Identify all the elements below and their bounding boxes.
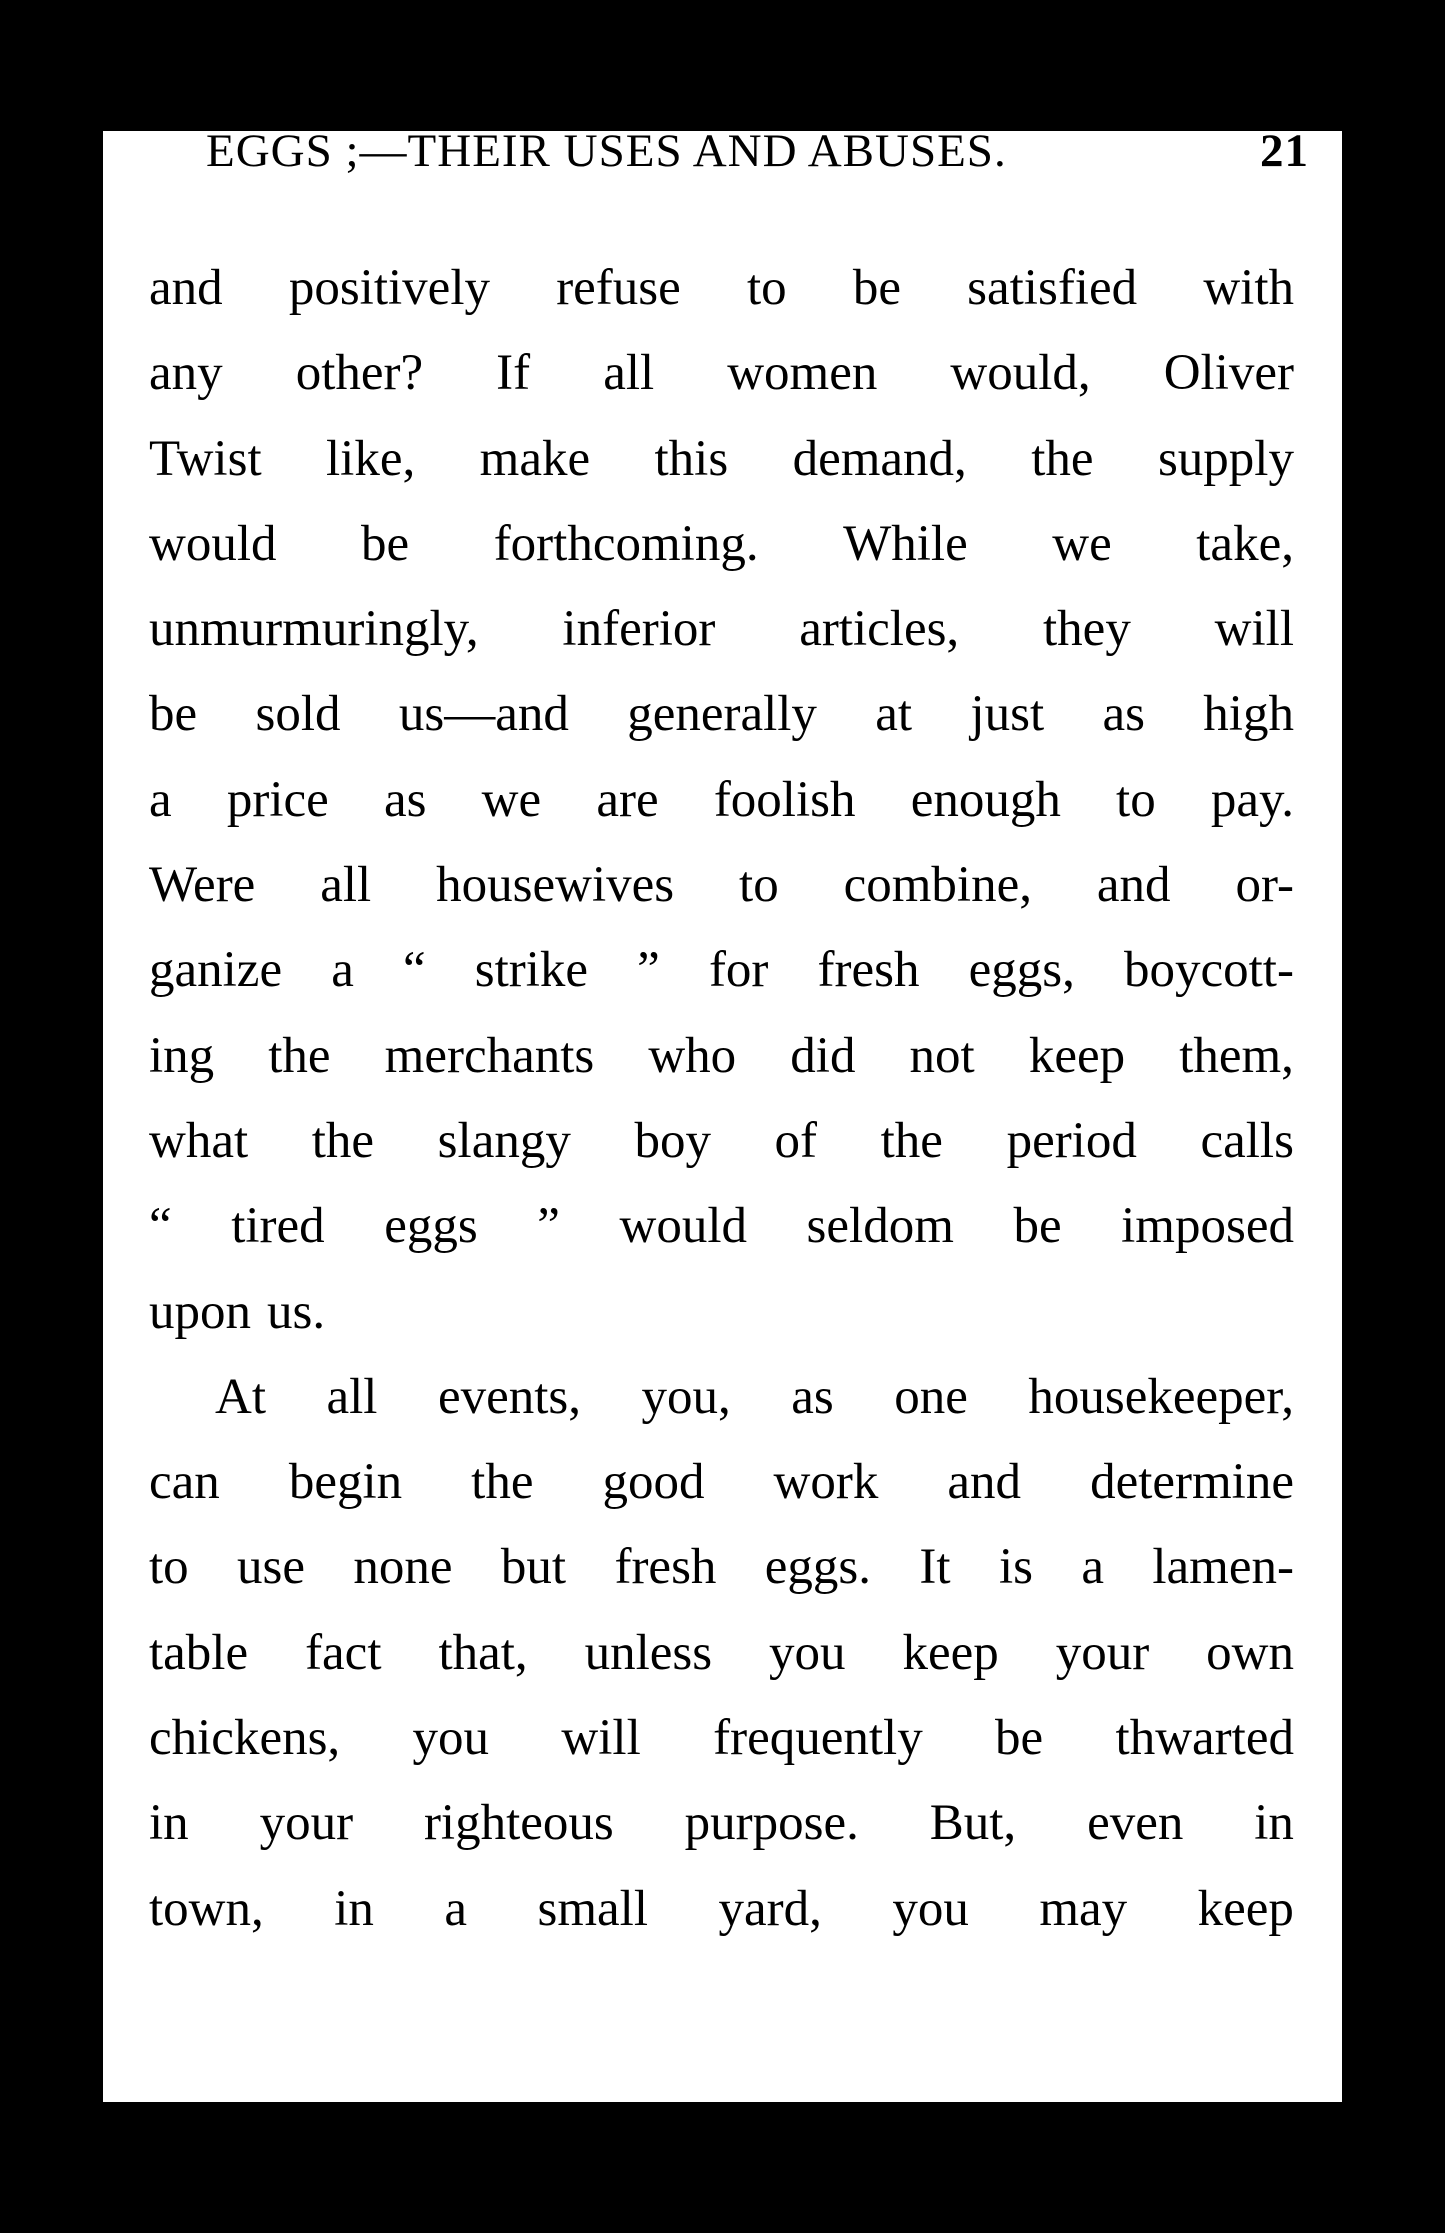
text-line: any other? If all women would, Oliver bbox=[149, 345, 1294, 402]
text-line: in your righteous purpose. But, even in bbox=[149, 1795, 1294, 1852]
text-line: ing the merchants who did not keep them, bbox=[149, 1027, 1294, 1084]
running-head-title: EGGS ;—THEIR USES AND ABUSES. bbox=[206, 125, 1007, 177]
text-line: At all events, you, as one housekeeper, bbox=[215, 1368, 1294, 1425]
paragraph-2 bbox=[149, 1355, 1294, 1952]
text-line: what the slangy boy of the period calls bbox=[149, 1112, 1294, 1169]
text-line: ganize a “ strike ” for fresh eggs, boycott- bbox=[149, 942, 1294, 999]
text-line: town, in a small yard, you may keep bbox=[149, 1880, 1294, 1937]
running-head bbox=[206, 125, 1309, 177]
text-line: chickens, you will frequently be thwarted bbox=[149, 1710, 1294, 1767]
text-line: can begin the good work and determine bbox=[149, 1454, 1294, 1511]
text-line: and positively refuse to be satisfied with bbox=[149, 260, 1294, 316]
text-line: “ tired eggs ” would seldom be imposed bbox=[149, 1198, 1294, 1255]
text-line: to use none but fresh eggs. It is a lamen- bbox=[149, 1539, 1294, 1596]
text-line: Twist like, make this demand, the supply bbox=[149, 430, 1294, 487]
text-line: would be forthcoming. While we take, bbox=[149, 515, 1294, 572]
text-line: unmurmuringly, inferior articles, they will bbox=[149, 601, 1294, 658]
page-number: 21 bbox=[1260, 125, 1309, 177]
text-line: a price as we are foolish enough to pay. bbox=[149, 771, 1294, 828]
body-text bbox=[149, 246, 1294, 1952]
text-line: upon us. bbox=[149, 1283, 326, 1340]
book-page bbox=[103, 125, 1342, 2102]
text-line: table fact that, unless you keep your own bbox=[149, 1624, 1294, 1681]
paragraph-1 bbox=[149, 246, 1294, 1355]
text-line: be sold us—and generally at just as high bbox=[149, 686, 1294, 743]
text-line: Were all housewives to combine, and or- bbox=[149, 857, 1294, 914]
